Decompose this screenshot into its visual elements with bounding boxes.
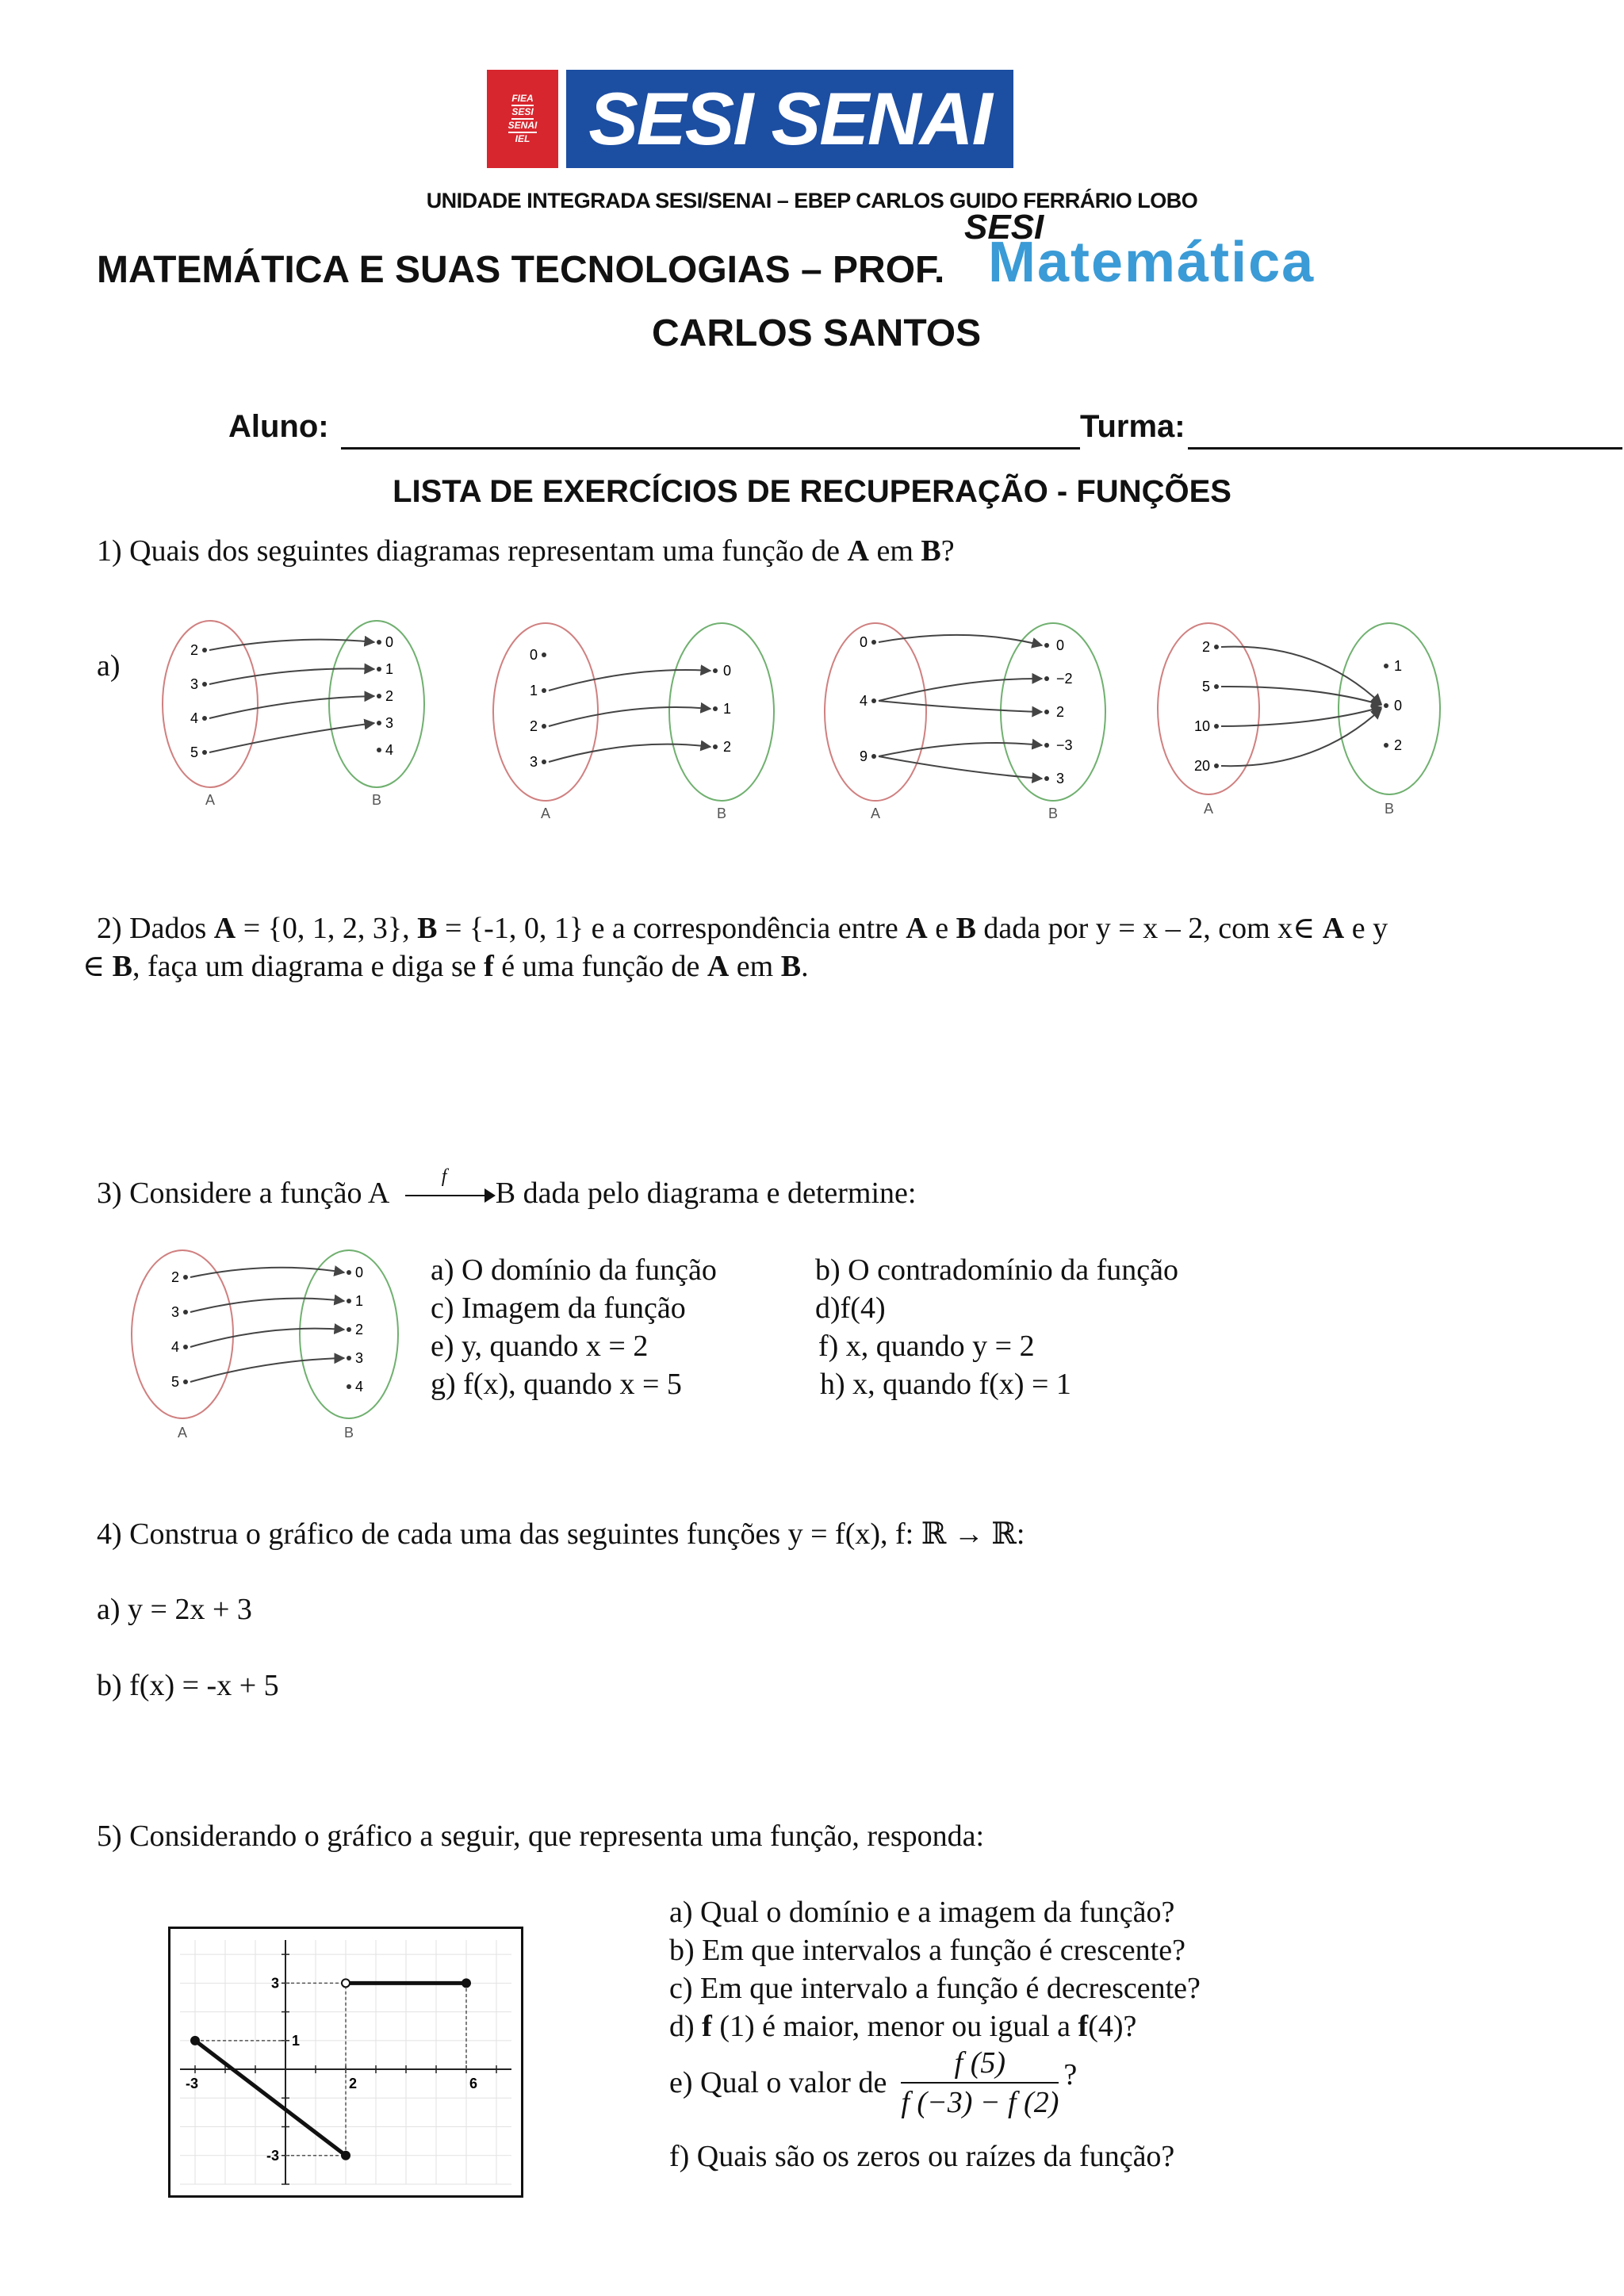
set-b-ellipse	[1001, 623, 1105, 801]
q1-diagram-2	[476, 610, 777, 825]
q5-text: ?	[1063, 2058, 1078, 2091]
element-dot	[542, 688, 546, 693]
closed-endpoint	[462, 1979, 470, 1987]
q5-item-f: f) Quais são os zeros ou raízes da função?	[669, 2140, 1175, 2173]
q2-text: ∈	[82, 950, 113, 983]
element-dot	[1044, 643, 1049, 648]
set-element: 4	[355, 1379, 364, 1395]
set-element: 2	[170, 1269, 179, 1285]
function-f: f	[702, 2010, 712, 2043]
element-dot	[183, 1380, 188, 1384]
set-element: 2	[190, 642, 198, 658]
mapping-arrow	[879, 701, 1042, 712]
q2-text: , faça um diagrama e diga se	[132, 950, 485, 983]
element-dot	[347, 1299, 351, 1303]
mapping-arrow	[549, 707, 710, 726]
q2-text: é uma função de	[493, 950, 707, 983]
x-tick-label: 2	[349, 2076, 358, 2092]
set-element: 0	[529, 647, 538, 663]
q3-diagram	[119, 1241, 412, 1447]
element-dot	[1044, 743, 1049, 748]
q2-text: = {-1, 0, 1} e a correspondência entre	[437, 912, 906, 945]
fiea-badge	[487, 70, 558, 168]
set-b: B	[921, 534, 941, 568]
mapping-arrow	[209, 640, 374, 650]
element-dot	[1214, 684, 1219, 689]
q5-text: (1) é maior, menor ou igual a	[711, 2010, 1078, 2043]
mapping-arrow	[1221, 709, 1381, 766]
sesi-matematica-logo	[961, 208, 1421, 303]
sesi-senai-brand	[566, 70, 1013, 168]
set-element: 0	[355, 1265, 364, 1280]
set-element: 1	[1394, 658, 1403, 674]
mapping-arrow	[209, 696, 374, 718]
q2-text: 2) Dados	[97, 912, 214, 945]
q5-item-c: c) Em que intervalo a função é decrescente?	[669, 1972, 1201, 2005]
turma-field[interactable]	[1188, 447, 1622, 450]
element-dot	[1044, 776, 1049, 781]
q2-text: .	[801, 950, 809, 983]
set-label: A	[177, 1425, 188, 1441]
element-dot	[871, 754, 876, 759]
element-dot	[377, 667, 381, 672]
q2-text: e	[927, 912, 956, 945]
mapping-arrow	[549, 670, 710, 691]
q3-item-a: a) O domínio da função	[431, 1253, 717, 1287]
question-2-line-1	[97, 910, 1388, 946]
y-tick-label: -3	[266, 2147, 279, 2164]
turma-label: Turma:	[1080, 409, 1185, 444]
set-element: 2	[1056, 704, 1065, 720]
set-label: A	[1203, 801, 1214, 817]
question-1	[97, 534, 955, 568]
set-element: 5	[190, 744, 198, 760]
element-dot	[1384, 664, 1388, 668]
question-2-line-2	[82, 948, 809, 984]
element-dot	[1214, 763, 1219, 768]
q3-item-b: b) O contradomínio da função	[815, 1253, 1178, 1287]
set-a: A	[906, 912, 928, 945]
q5-text: d)	[669, 2010, 703, 2043]
element-dot	[871, 698, 876, 703]
element-dot	[347, 1384, 351, 1389]
set-b: B	[417, 912, 438, 945]
element-dot	[1384, 703, 1388, 708]
badge-line: SESI	[511, 106, 533, 120]
set-element: 4	[170, 1339, 179, 1355]
mapping-arrow	[190, 1329, 344, 1347]
set-label: A	[870, 806, 881, 821]
q1-text: em	[868, 534, 921, 568]
x-tick-label: -3	[185, 2076, 199, 2092]
set-element: 3	[385, 715, 394, 731]
q4-item-a: a) y = 2x + 3	[97, 1593, 252, 1626]
badge-line: SENAI	[508, 120, 538, 133]
set-element: 2	[723, 739, 732, 755]
q3-item-c: c) Imagem da função	[431, 1292, 686, 1325]
set-label: B	[343, 1425, 354, 1441]
element-dot	[183, 1275, 188, 1280]
set-b: B	[780, 950, 802, 983]
element-dot	[1214, 724, 1219, 729]
matematica-logo-text: Matemática	[988, 231, 1316, 294]
question-4: 4) Construa o gráfico de cada uma das seguintes funções y = f(x), f: ℝ → ℝ:	[97, 1517, 1025, 1551]
q5-text: (4)?	[1088, 2010, 1137, 2043]
set-label: B	[1048, 806, 1059, 821]
q3-item-g: g) f(x), quando x = 5	[431, 1368, 682, 1401]
function-arrow	[405, 1166, 494, 1207]
q5-text: e) Qual o valor de	[669, 2066, 887, 2099]
element-dot	[347, 1356, 351, 1360]
q2-text: dada por y = x – 2, com x∈	[975, 912, 1323, 945]
set-element: 0	[1394, 698, 1403, 714]
element-dot	[1384, 743, 1388, 748]
set-element: 2	[1394, 737, 1403, 753]
element-dot	[1044, 710, 1049, 714]
set-b-ellipse	[1339, 623, 1440, 794]
aluno-field[interactable]	[341, 447, 1080, 450]
fraction-numerator: f (5)	[901, 2045, 1059, 2084]
open-endpoint	[342, 1979, 350, 1987]
set-element: 5	[1201, 679, 1210, 695]
q1-item-label: a)	[97, 649, 121, 683]
q5-item-e	[669, 2045, 1077, 2120]
element-dot	[347, 1270, 351, 1275]
set-element: 2	[355, 1322, 364, 1337]
closed-endpoint	[342, 2152, 350, 2160]
aluno-label: Aluno:	[228, 409, 329, 444]
set-element: 0	[859, 634, 868, 650]
set-element: 3	[190, 676, 198, 692]
set-element: 3	[529, 754, 538, 770]
mapping-arrow	[1221, 687, 1381, 705]
element-dot	[202, 750, 207, 755]
arrow-head	[485, 1188, 496, 1203]
course-title: MATEMÁTICA E SUAS TECNOLOGIAS – PROF.	[97, 249, 945, 291]
function-f: f	[484, 950, 494, 983]
set-element: 3	[1056, 771, 1065, 786]
function-f: f	[1078, 2010, 1089, 2043]
set-element: 2	[529, 718, 538, 734]
set-element: 4	[190, 710, 198, 726]
q1-diagram-1	[151, 610, 436, 817]
q5-item-d	[669, 2009, 1136, 2044]
closed-endpoint	[191, 2037, 199, 2045]
set-element: 0	[385, 634, 394, 650]
element-dot	[183, 1310, 188, 1314]
mapping-arrow	[879, 679, 1042, 701]
q5-item-a: a) Qual o domínio e a imagem da função?	[669, 1896, 1175, 1929]
element-dot	[202, 648, 207, 652]
fraction-denominator: f (−3) − f (2)	[901, 2086, 1059, 2119]
q3-item-d: d)f(4)	[815, 1292, 886, 1325]
x-tick-label: 6	[469, 2076, 478, 2092]
fraction	[901, 2045, 1059, 2120]
unit-line: UNIDADE INTEGRADA SESI/SENAI – EBEP CARLOS GUIDO FERRÁRIO LOBO	[426, 189, 1198, 212]
q5-item-b: b) Em que intervalos a função é crescente?	[669, 1934, 1185, 1967]
q3-item-f: f) x, quando y = 2	[818, 1330, 1035, 1363]
set-b-ellipse	[300, 1250, 398, 1418]
q1-diagram-4	[1142, 610, 1443, 825]
list-title: LISTA DE EXERCÍCIOS DE RECUPERAÇÃO - FUNÇÕES	[393, 474, 1231, 509]
q3-item-h: h) x, quando f(x) = 1	[820, 1368, 1071, 1401]
set-element: 5	[170, 1374, 179, 1390]
q5-graph-frame	[168, 1927, 523, 2198]
mapping-arrow	[879, 743, 1042, 756]
set-a-ellipse	[493, 623, 598, 801]
mapping-arrow	[1221, 647, 1381, 704]
q1-text: 1) Quais dos seguintes diagramas representam uma função de	[97, 534, 848, 568]
set-label: B	[716, 806, 727, 821]
q1-diagram-3	[809, 610, 1110, 825]
q3-text: 3) Considere a função A	[97, 1177, 389, 1210]
set-element: 0	[723, 663, 732, 679]
set-element: 9	[859, 748, 868, 764]
set-b: B	[956, 912, 976, 945]
y-tick-label: 1	[292, 2032, 301, 2049]
set-a-ellipse	[825, 623, 926, 801]
q1-text: ?	[940, 534, 955, 568]
element-dot	[713, 668, 718, 673]
arrow-shaft	[405, 1195, 488, 1196]
element-dot	[377, 640, 381, 645]
teacher-name: CARLOS SANTOS	[652, 312, 982, 354]
set-element: 2	[385, 688, 394, 704]
question-5: 5) Considerando o gráfico a seguir, que representa uma função, responda:	[97, 1820, 985, 1853]
element-dot	[713, 706, 718, 711]
set-label: B	[371, 792, 382, 808]
q2-text: em	[729, 950, 781, 983]
mapping-arrow	[549, 744, 710, 762]
element-dot	[542, 724, 546, 729]
set-element: 1	[723, 701, 732, 717]
set-b: B	[112, 950, 132, 983]
set-a-ellipse	[163, 621, 258, 787]
mapping-arrow	[879, 756, 1042, 779]
mapping-arrow	[209, 668, 374, 684]
sesi-logo-small: SESI	[964, 208, 1044, 247]
set-element: 2	[1201, 639, 1210, 655]
set-a: A	[847, 534, 869, 568]
element-dot	[871, 640, 876, 645]
set-a: A	[1322, 912, 1345, 945]
element-dot	[183, 1345, 188, 1349]
set-element: −2	[1056, 671, 1073, 687]
y-tick-label: 3	[270, 1975, 279, 1992]
badge-line: IEL	[515, 133, 530, 144]
set-element: −3	[1056, 737, 1073, 753]
header-logo	[487, 70, 1013, 168]
element-dot	[542, 652, 546, 657]
element-dot	[377, 694, 381, 698]
element-dot	[202, 716, 207, 721]
element-dot	[377, 721, 381, 725]
set-element: 1	[355, 1293, 364, 1309]
mapping-arrow	[209, 723, 374, 752]
set-element: 4	[385, 742, 394, 758]
mapping-arrow	[190, 1358, 344, 1382]
set-b-ellipse	[669, 623, 774, 801]
q2-text: e y	[1344, 912, 1388, 945]
q4-item-b: b) f(x) = -x + 5	[97, 1669, 279, 1702]
set-element: 3	[355, 1350, 364, 1366]
element-dot	[713, 744, 718, 749]
element-dot	[202, 682, 207, 687]
question-3	[97, 1166, 917, 1211]
set-b-ellipse	[329, 621, 424, 787]
element-dot	[377, 748, 381, 752]
q2-text: = {0, 1, 2, 3},	[236, 912, 418, 945]
set-a-ellipse	[132, 1250, 233, 1418]
set-element: 20	[1193, 758, 1210, 774]
set-element: 0	[1056, 637, 1065, 653]
set-label: A	[205, 792, 216, 808]
mapping-arrow	[190, 1299, 344, 1312]
set-element: 3	[170, 1304, 179, 1320]
set-label: A	[540, 806, 551, 821]
mapping-arrow	[1221, 707, 1381, 726]
set-element: 10	[1193, 718, 1210, 734]
set-element: 4	[859, 693, 868, 709]
element-dot	[1214, 645, 1219, 649]
set-element: 1	[529, 683, 538, 698]
q5-graph	[170, 1929, 521, 2195]
q3-item-e: e) y, quando x = 2	[431, 1330, 649, 1363]
badge-line: FIEA	[511, 93, 533, 106]
q3-text: B dada pelo diagrama e determine:	[495, 1177, 917, 1210]
element-dot	[542, 760, 546, 764]
set-element: 1	[385, 661, 394, 677]
set-a: A	[707, 950, 730, 983]
element-dot	[1044, 676, 1049, 681]
student-line	[228, 409, 1394, 452]
brand-text: SESI SENAI	[588, 77, 991, 160]
set-label: B	[1384, 801, 1395, 817]
set-a: A	[213, 912, 236, 945]
arrow-label: f	[441, 1166, 447, 1188]
element-dot	[347, 1327, 351, 1332]
